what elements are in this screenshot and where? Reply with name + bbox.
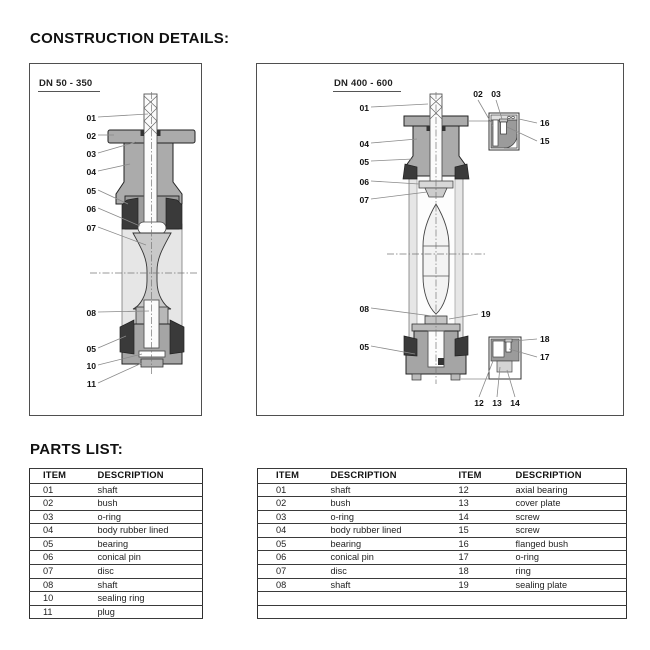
table-cell (258, 592, 313, 606)
table-cell: 08 (258, 578, 313, 592)
table-cell: 05 (258, 537, 313, 551)
table-cell: 05 (30, 537, 85, 551)
table-cell: 11 (30, 605, 85, 619)
callout-label: 16 (540, 118, 550, 128)
callout-label: 05 (86, 344, 96, 354)
column-header: DESCRIPTION (498, 469, 627, 484)
callout-label: 03 (86, 149, 96, 159)
dn-range-label: DN 400 - 600 (333, 78, 401, 92)
table-row (30, 605, 203, 619)
callout-label: 04 (359, 139, 369, 149)
table-header-row (258, 469, 627, 484)
table-cell: 19 (441, 578, 498, 592)
table-cell: 06 (30, 551, 85, 565)
column-header: DESCRIPTION (85, 469, 203, 484)
table-cell: conical pin (85, 551, 203, 565)
dn-range-label: DN 50 - 350 (38, 78, 100, 92)
table-row (258, 578, 627, 592)
callout-label: 01 (359, 103, 369, 113)
detail-box-bottom (461, 337, 521, 379)
table-row (30, 537, 203, 551)
valve-cross-section-dn400-600 (257, 64, 623, 415)
table-cell: 03 (30, 510, 85, 524)
table-cell: sealing plate (498, 578, 627, 592)
table-cell: disc (85, 565, 203, 579)
detail-box-top (489, 113, 519, 150)
table-cell: 08 (30, 578, 85, 592)
table-row (258, 510, 627, 524)
callout-label: 19 (481, 309, 491, 319)
table-cell: body rubber lined (313, 524, 441, 538)
table-cell: 12 (441, 483, 498, 497)
callout-label: 07 (359, 195, 369, 205)
table-cell: bearing (313, 537, 441, 551)
table-row (30, 497, 203, 511)
callout-label: 18 (540, 334, 550, 344)
column-header: ITEM (258, 469, 313, 484)
callout-label: 11 (86, 379, 96, 389)
table-cell: screw (498, 524, 627, 538)
table-row (30, 524, 203, 538)
table-header-row (30, 469, 203, 484)
table-cell (258, 605, 313, 619)
callout-label: 05 (359, 157, 369, 167)
table-cell: shaft (313, 483, 441, 497)
table-cell: o-ring (313, 510, 441, 524)
table-row (30, 578, 203, 592)
table-cell: 02 (258, 497, 313, 511)
table-cell: 04 (30, 524, 85, 538)
callout-label: 14 (510, 398, 520, 408)
table-cell: 17 (441, 551, 498, 565)
parts-table-left (29, 468, 203, 619)
column-header: ITEM (30, 469, 85, 484)
table-row (30, 592, 203, 606)
table-cell: bush (313, 497, 441, 511)
callout-label: 03 (491, 89, 501, 99)
table-cell: flanged bush (498, 537, 627, 551)
table-row (258, 483, 627, 497)
table-row (258, 551, 627, 565)
table-cell: shaft (85, 578, 203, 592)
callout-label: 08 (359, 304, 369, 314)
table-cell: o-ring (85, 510, 203, 524)
table-row (30, 565, 203, 579)
table-cell: 13 (441, 497, 498, 511)
diagram-box-dn50-350 (29, 63, 202, 416)
table-cell (498, 592, 627, 606)
table-cell (313, 605, 441, 619)
callout-label: 02 (473, 89, 483, 99)
column-header: ITEM (441, 469, 498, 484)
table-row (258, 537, 627, 551)
construction-details-title: CONSTRUCTION DETAILS: (30, 30, 230, 47)
valve-cross-section-dn50-350 (30, 64, 201, 415)
table-cell: 06 (258, 551, 313, 565)
diagram-box-dn400-600 (256, 63, 624, 416)
table-cell: shaft (85, 483, 203, 497)
table-cell: 01 (30, 483, 85, 497)
table-cell: axial bearing (498, 483, 627, 497)
callout-label: 04 (86, 167, 96, 177)
table-cell (441, 605, 498, 619)
table-cell (498, 605, 627, 619)
table-cell (313, 592, 441, 606)
table-cell: sealing ring (85, 592, 203, 606)
valve-top-flange (404, 116, 489, 126)
callout-label: 05 (359, 342, 369, 352)
callout-label: 10 (86, 361, 96, 371)
callout-label: 12 (474, 398, 484, 408)
table-cell: o-ring (498, 551, 627, 565)
table-cell: 07 (30, 565, 85, 579)
table-cell: 18 (441, 565, 498, 579)
table-cell: bearing (85, 537, 203, 551)
callout-label: 06 (86, 204, 96, 214)
parts-table-right (257, 468, 627, 619)
table-row (258, 605, 627, 619)
sealing-ring (139, 351, 165, 357)
table-cell: 15 (441, 524, 498, 538)
table-row (258, 592, 627, 606)
table-row (30, 551, 203, 565)
table-row (30, 483, 203, 497)
disc-hub (138, 222, 166, 234)
table-cell: 07 (258, 565, 313, 579)
callout-label: 17 (540, 352, 550, 362)
table-cell (441, 592, 498, 606)
table-row (258, 497, 627, 511)
table-cell: 10 (30, 592, 85, 606)
table-row (258, 565, 627, 579)
table-cell: 04 (258, 524, 313, 538)
parts-list-title: PARTS LIST: (30, 441, 124, 458)
table-cell: plug (85, 605, 203, 619)
table-cell: screw (498, 510, 627, 524)
table-row (258, 524, 627, 538)
table-cell: 01 (258, 483, 313, 497)
callout-label: 02 (86, 131, 96, 141)
callout-label: 01 (86, 113, 96, 123)
table-cell: body rubber lined (85, 524, 203, 538)
table-cell: 03 (258, 510, 313, 524)
table-row (30, 510, 203, 524)
table-cell: conical pin (313, 551, 441, 565)
table-cell: disc (313, 565, 441, 579)
table-cell: 02 (30, 497, 85, 511)
table-cell: shaft (313, 578, 441, 592)
table-cell: ring (498, 565, 627, 579)
callout-label: 08 (86, 308, 96, 318)
table-cell: 14 (441, 510, 498, 524)
table-cell: bush (85, 497, 203, 511)
table-cell: 16 (441, 537, 498, 551)
plug (141, 359, 163, 367)
callout-label: 07 (86, 223, 96, 233)
table-cell: cover plate (498, 497, 627, 511)
callout-label: 15 (540, 136, 550, 146)
callout-label: 05 (86, 186, 96, 196)
callout-label: 13 (492, 398, 502, 408)
column-header: DESCRIPTION (313, 469, 441, 484)
callout-label: 06 (359, 177, 369, 187)
